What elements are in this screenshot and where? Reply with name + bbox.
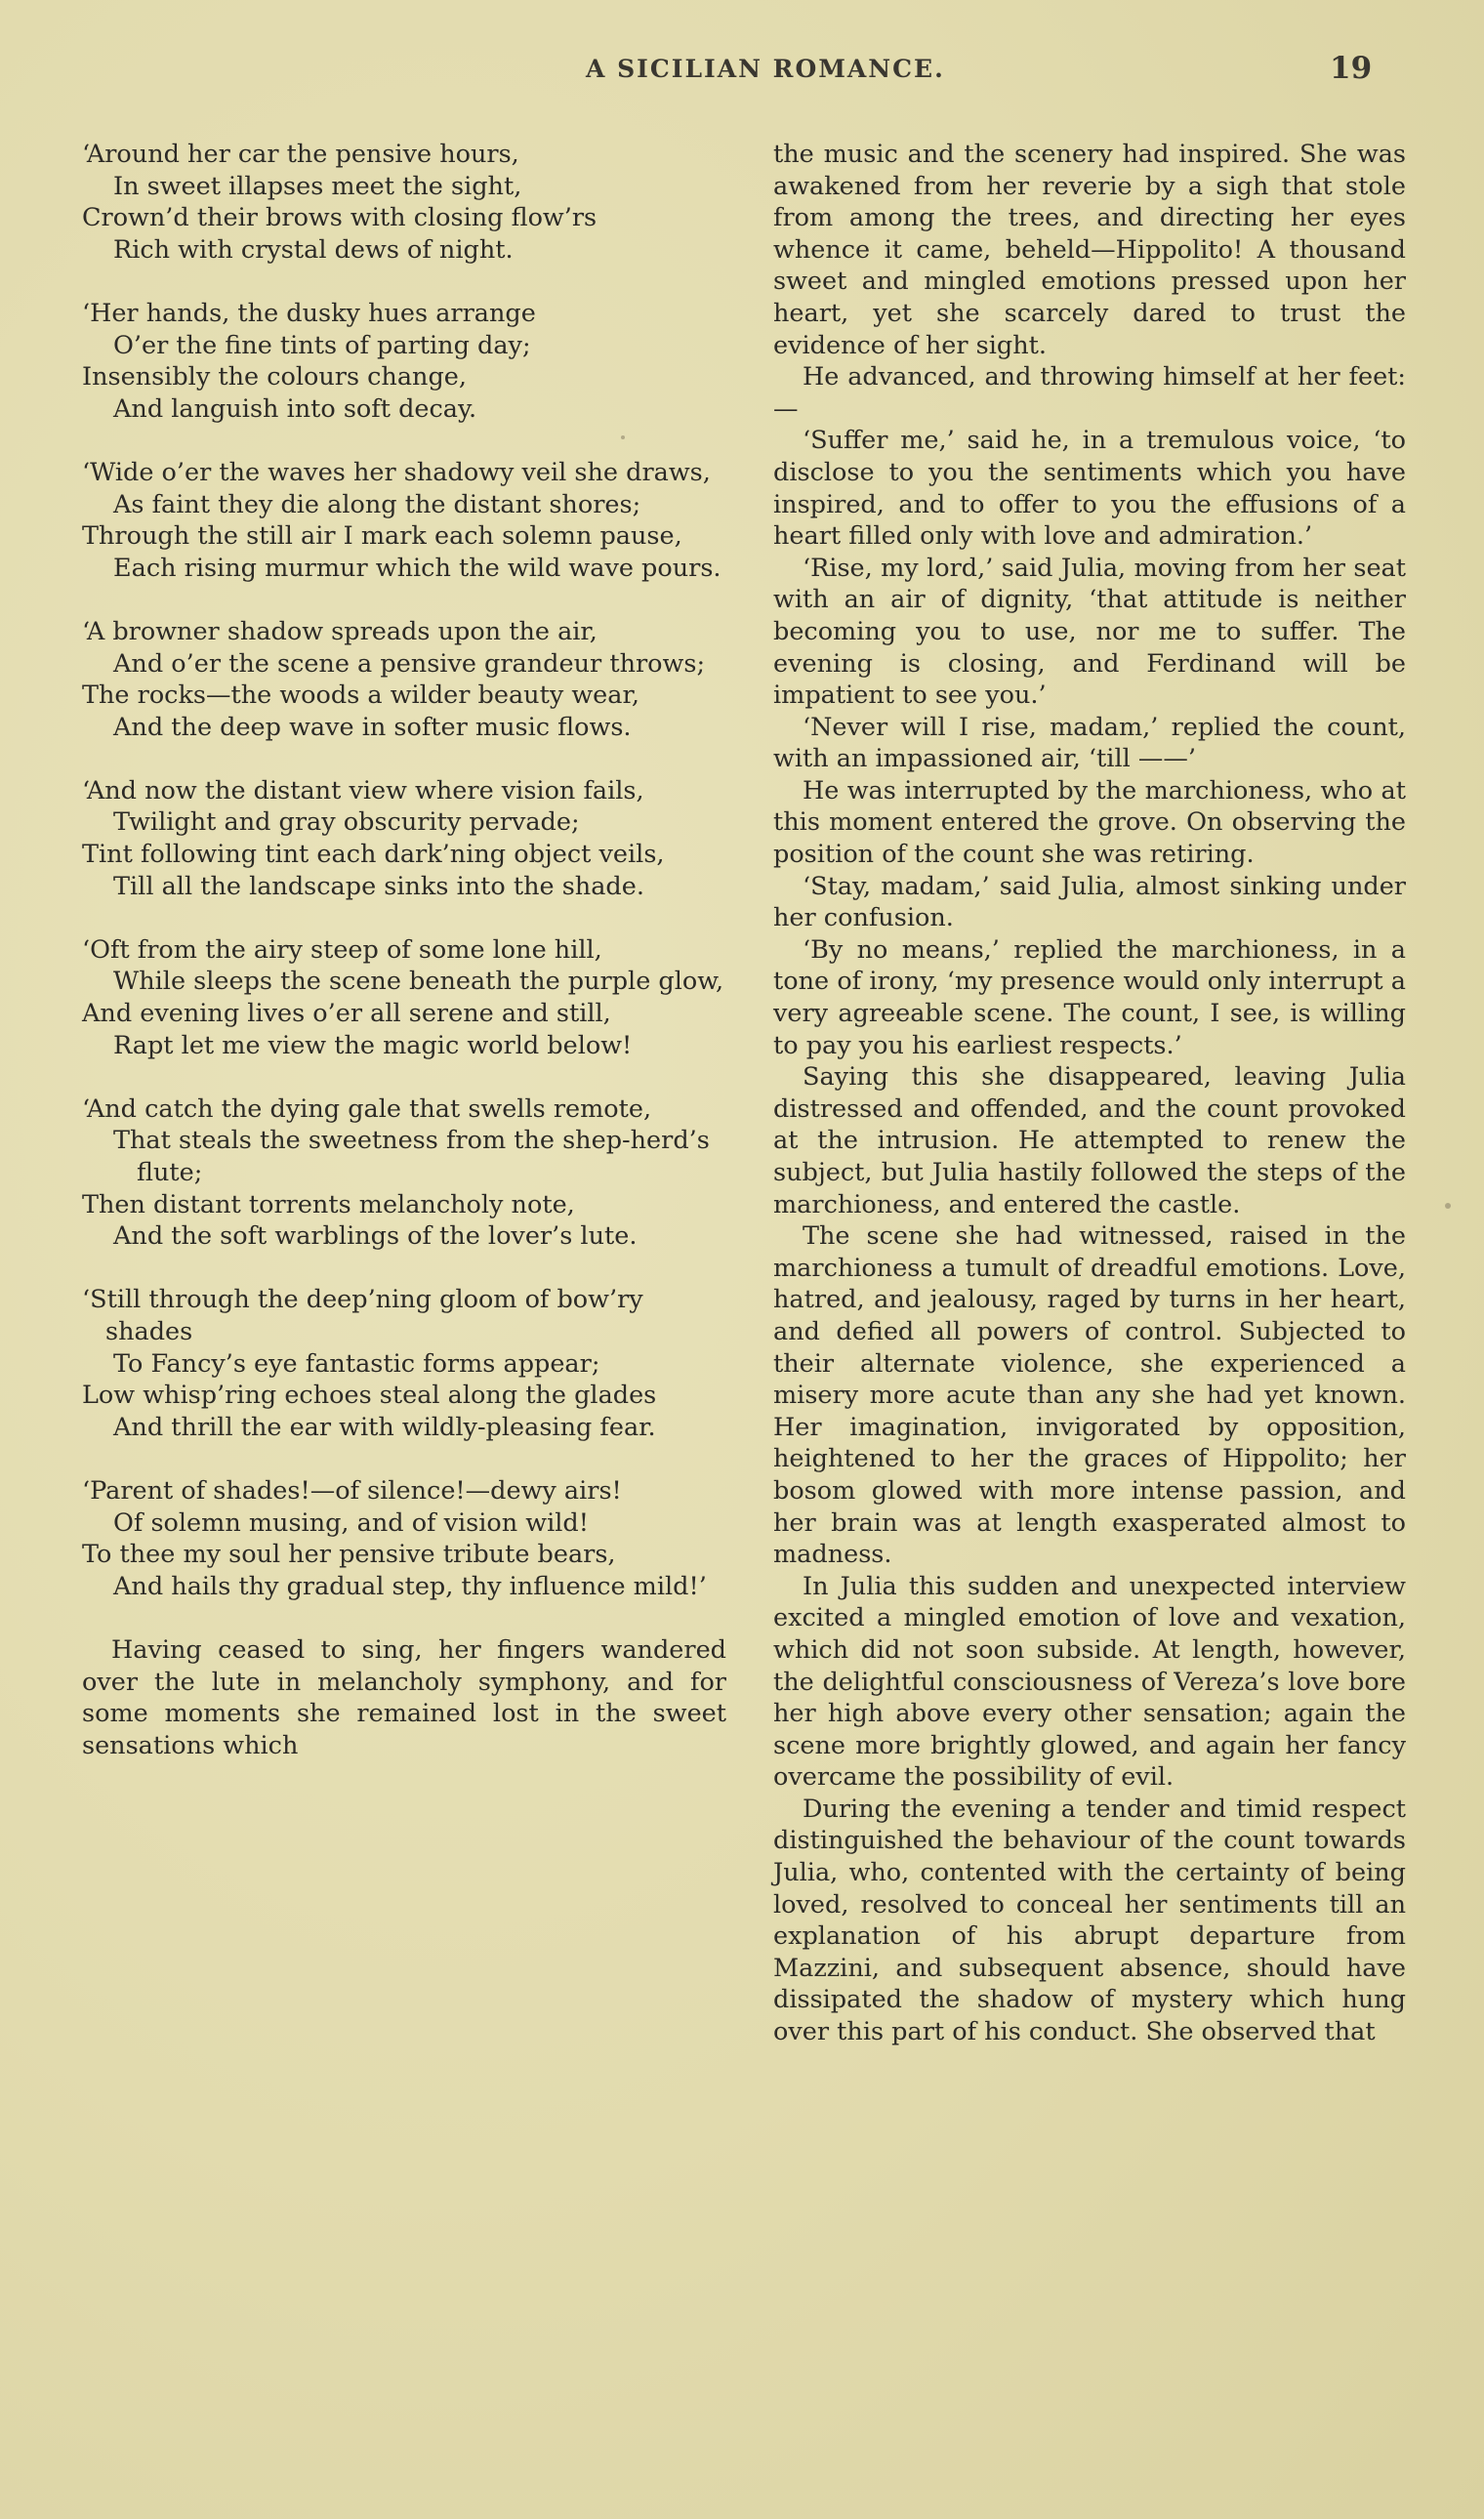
left-prose-paragraph: Having ceased to sing, her fingers wandered over the lute in melancholy symphony, and for some moments she remained lost in the sweet sensations which [82, 1634, 726, 1760]
poem-line: Through the still air I mark each solemn pause, [82, 521, 682, 552]
poem-line: Till all the landscape sinks into the shade. [113, 871, 644, 901]
poem-line: Insensibly the colours change, [82, 362, 467, 392]
body-paragraph: the music and the scenery had inspired. She was awakened from her reverie by a sigh that stole from among the trees, and directing her eyes whence it came, beheld—Hippolito! A thousand sweet and mingled emotions pressed upon her heart, yet she scarcely dared to trust the evidence of her sight. [773, 140, 1406, 360]
poem-line: Low whisp’ring echoes steal along the glades [82, 1381, 657, 1411]
poem-line: ‘And catch the dying gale that swells remote, [82, 1094, 652, 1124]
poem-stanza [82, 139, 726, 266]
poem-line: O’er the fine tints of parting day; [113, 330, 531, 360]
poem-line: And the soft warblings of the lover’s lute. [113, 1221, 638, 1252]
poem-line: And languish into soft decay. [113, 393, 477, 424]
body-paragraph: ‘By no means,’ replied the marchioness, in a tone of irony, ‘my presence would only interrupt a very agreeable scene. The count, I see, is willing to pay you his earliest respects.’ [773, 934, 1406, 1060]
poem-stanza [82, 1475, 726, 1602]
poem-line: ‘Parent of shades!—of silence!—dewy airs! [82, 1475, 622, 1506]
poem-stanza [82, 457, 726, 584]
body-paragraph: ‘Rise, my lord,’ said Julia, moving from her seat with an air of dignity, ‘that attitude is neither becoming you to use, nor me to suffer. The evening is closing, and Ferdinand will be impatient to see you.’ [773, 553, 1406, 711]
poem-line: ‘And now the distant view where vision fails, [82, 775, 644, 805]
body-paragraph: In Julia this sudden and unexpected interview excited a mingled emotion of love and vexation, which did not soon subside. At length, however, the delightful consciousness of Vereza’s love bore her high above every other sensation; again the scene more brightly glowed, and again her fancy overcame the possibility of evil. [773, 1571, 1406, 1793]
poem-stanza [82, 775, 726, 902]
poem-line: And the deep wave in softer music flows. [113, 712, 632, 742]
poem-line: That steals the sweetness from the shep-herd’s flute; [113, 1126, 710, 1187]
body-paragraph: He was interrupted by the marchioness, who at this moment entered the grove. On observing the position of the count she was retiring. [773, 775, 1406, 870]
poem-stanza [82, 1284, 726, 1443]
poem-line: ‘Oft from the airy steep of some lone hill, [82, 934, 602, 965]
body-paragraph: Saying this she disappeared, leaving Julia distressed and offended, and the count provoked at the intrusion. He attempted to renew the subject, but Julia hastily followed the steps of the marchioness, and entered the castle. [773, 1062, 1406, 1219]
poem-line: ‘Still through the deep’ning gloom of bow’ry shades [82, 1285, 643, 1346]
right-column [773, 139, 1406, 2048]
poem-line: ‘A browner shadow spreads upon the air, [82, 616, 598, 646]
body-paragraph: ‘Suffer me,’ said he, in a tremulous voice, ‘to disclose to you the sentiments which you have inspired, and to offer to you the effusions of a heart filled only with love and admiration.’ [773, 426, 1406, 552]
poem-line: Crown’d their brows with closing flow’rs [82, 203, 598, 233]
poem-stanza [82, 298, 726, 425]
page-number: 19 [1330, 51, 1373, 86]
poem-line: And thrill the ear with wildly-pleasing fear. [113, 1412, 656, 1442]
poem-line: And hails thy gradual step, thy influence mild!’ [113, 1571, 707, 1601]
poem-line: To Fancy’s eye fantastic forms appear; [113, 1348, 600, 1379]
poem-line: The rocks—the woods a wilder beauty wear, [82, 681, 639, 711]
poem-line: To thee my soul her pensive tribute bears, [82, 1540, 616, 1570]
poem-line: And evening lives o’er all serene and still, [82, 999, 611, 1029]
poem-stanza [82, 1094, 726, 1253]
poem [82, 139, 726, 1602]
poem-line: Tint following tint each dark’ning object veils, [82, 840, 665, 870]
poem-line: Then distant torrents melancholy note, [82, 1189, 575, 1219]
poem-line: Each rising murmur which the wild wave pours. [113, 553, 721, 583]
paper-speck [1445, 1203, 1451, 1209]
poem-line: Rich with crystal dews of night. [113, 234, 514, 265]
running-header [0, 51, 1484, 94]
body-paragraph: ‘Stay, madam,’ said Julia, almost sinking under her confusion. [773, 871, 1406, 933]
left-column [82, 139, 726, 1761]
poem-line: ‘Wide o’er the waves her shadowy veil she draws, [82, 457, 711, 487]
poem-stanza [82, 616, 726, 743]
poem-line: As faint they die along the distant shores; [113, 489, 641, 519]
poem-line: Of solemn musing, and of vision wild! [113, 1507, 589, 1538]
poem-line: Rapt let me view the magic world below! [113, 1030, 633, 1060]
poem-line: ‘Around her car the pensive hours, [82, 140, 519, 169]
poem-line: And o’er the scene a pensive grandeur throws; [113, 648, 706, 679]
poem-line: While sleeps the scene beneath the purple glow, [113, 967, 724, 997]
body-paragraph: The scene she had witnessed, raised in the marchioness a tumult of dreadful emotions. Love, hatred, and jealousy, raged by turns in her heart, and defied all powers of control. Subjected to their alternate violence, she experienced a misery more acute than any she had yet known. Her imagination, invigorated by opposition, heightened to her the graces of Hippolito; her bosom glowed with more intense passion, and her brain was at length exasperated almost to madness. [773, 1221, 1406, 1570]
body-paragraph: He advanced, and throwing himself at her feet:— [773, 362, 1406, 424]
poem-line: Twilight and gray obscurity pervade; [113, 807, 580, 838]
poem-stanza [82, 934, 726, 1061]
body-paragraph: During the evening a tender and timid respect distinguished the behaviour of the count towards Julia, who, contented with the certainty of being loved, resolved to conceal her sentiments till an explanation of his abrupt departure from Mazzini, and subsequent absence, should have dissipated the shadow of mystery which hung over this part of his conduct. She observed that [773, 1794, 1406, 2047]
poem-line: In sweet illapses meet the sight, [113, 171, 522, 201]
body-paragraph: ‘Never will I rise, madam,’ replied the count, with an impassioned air, ‘till ——’ [773, 712, 1406, 774]
poem-line: ‘Her hands, the dusky hues arrange [82, 298, 536, 328]
paper-speck [621, 435, 625, 439]
running-title: A SICILIAN ROMANCE. [586, 55, 945, 83]
